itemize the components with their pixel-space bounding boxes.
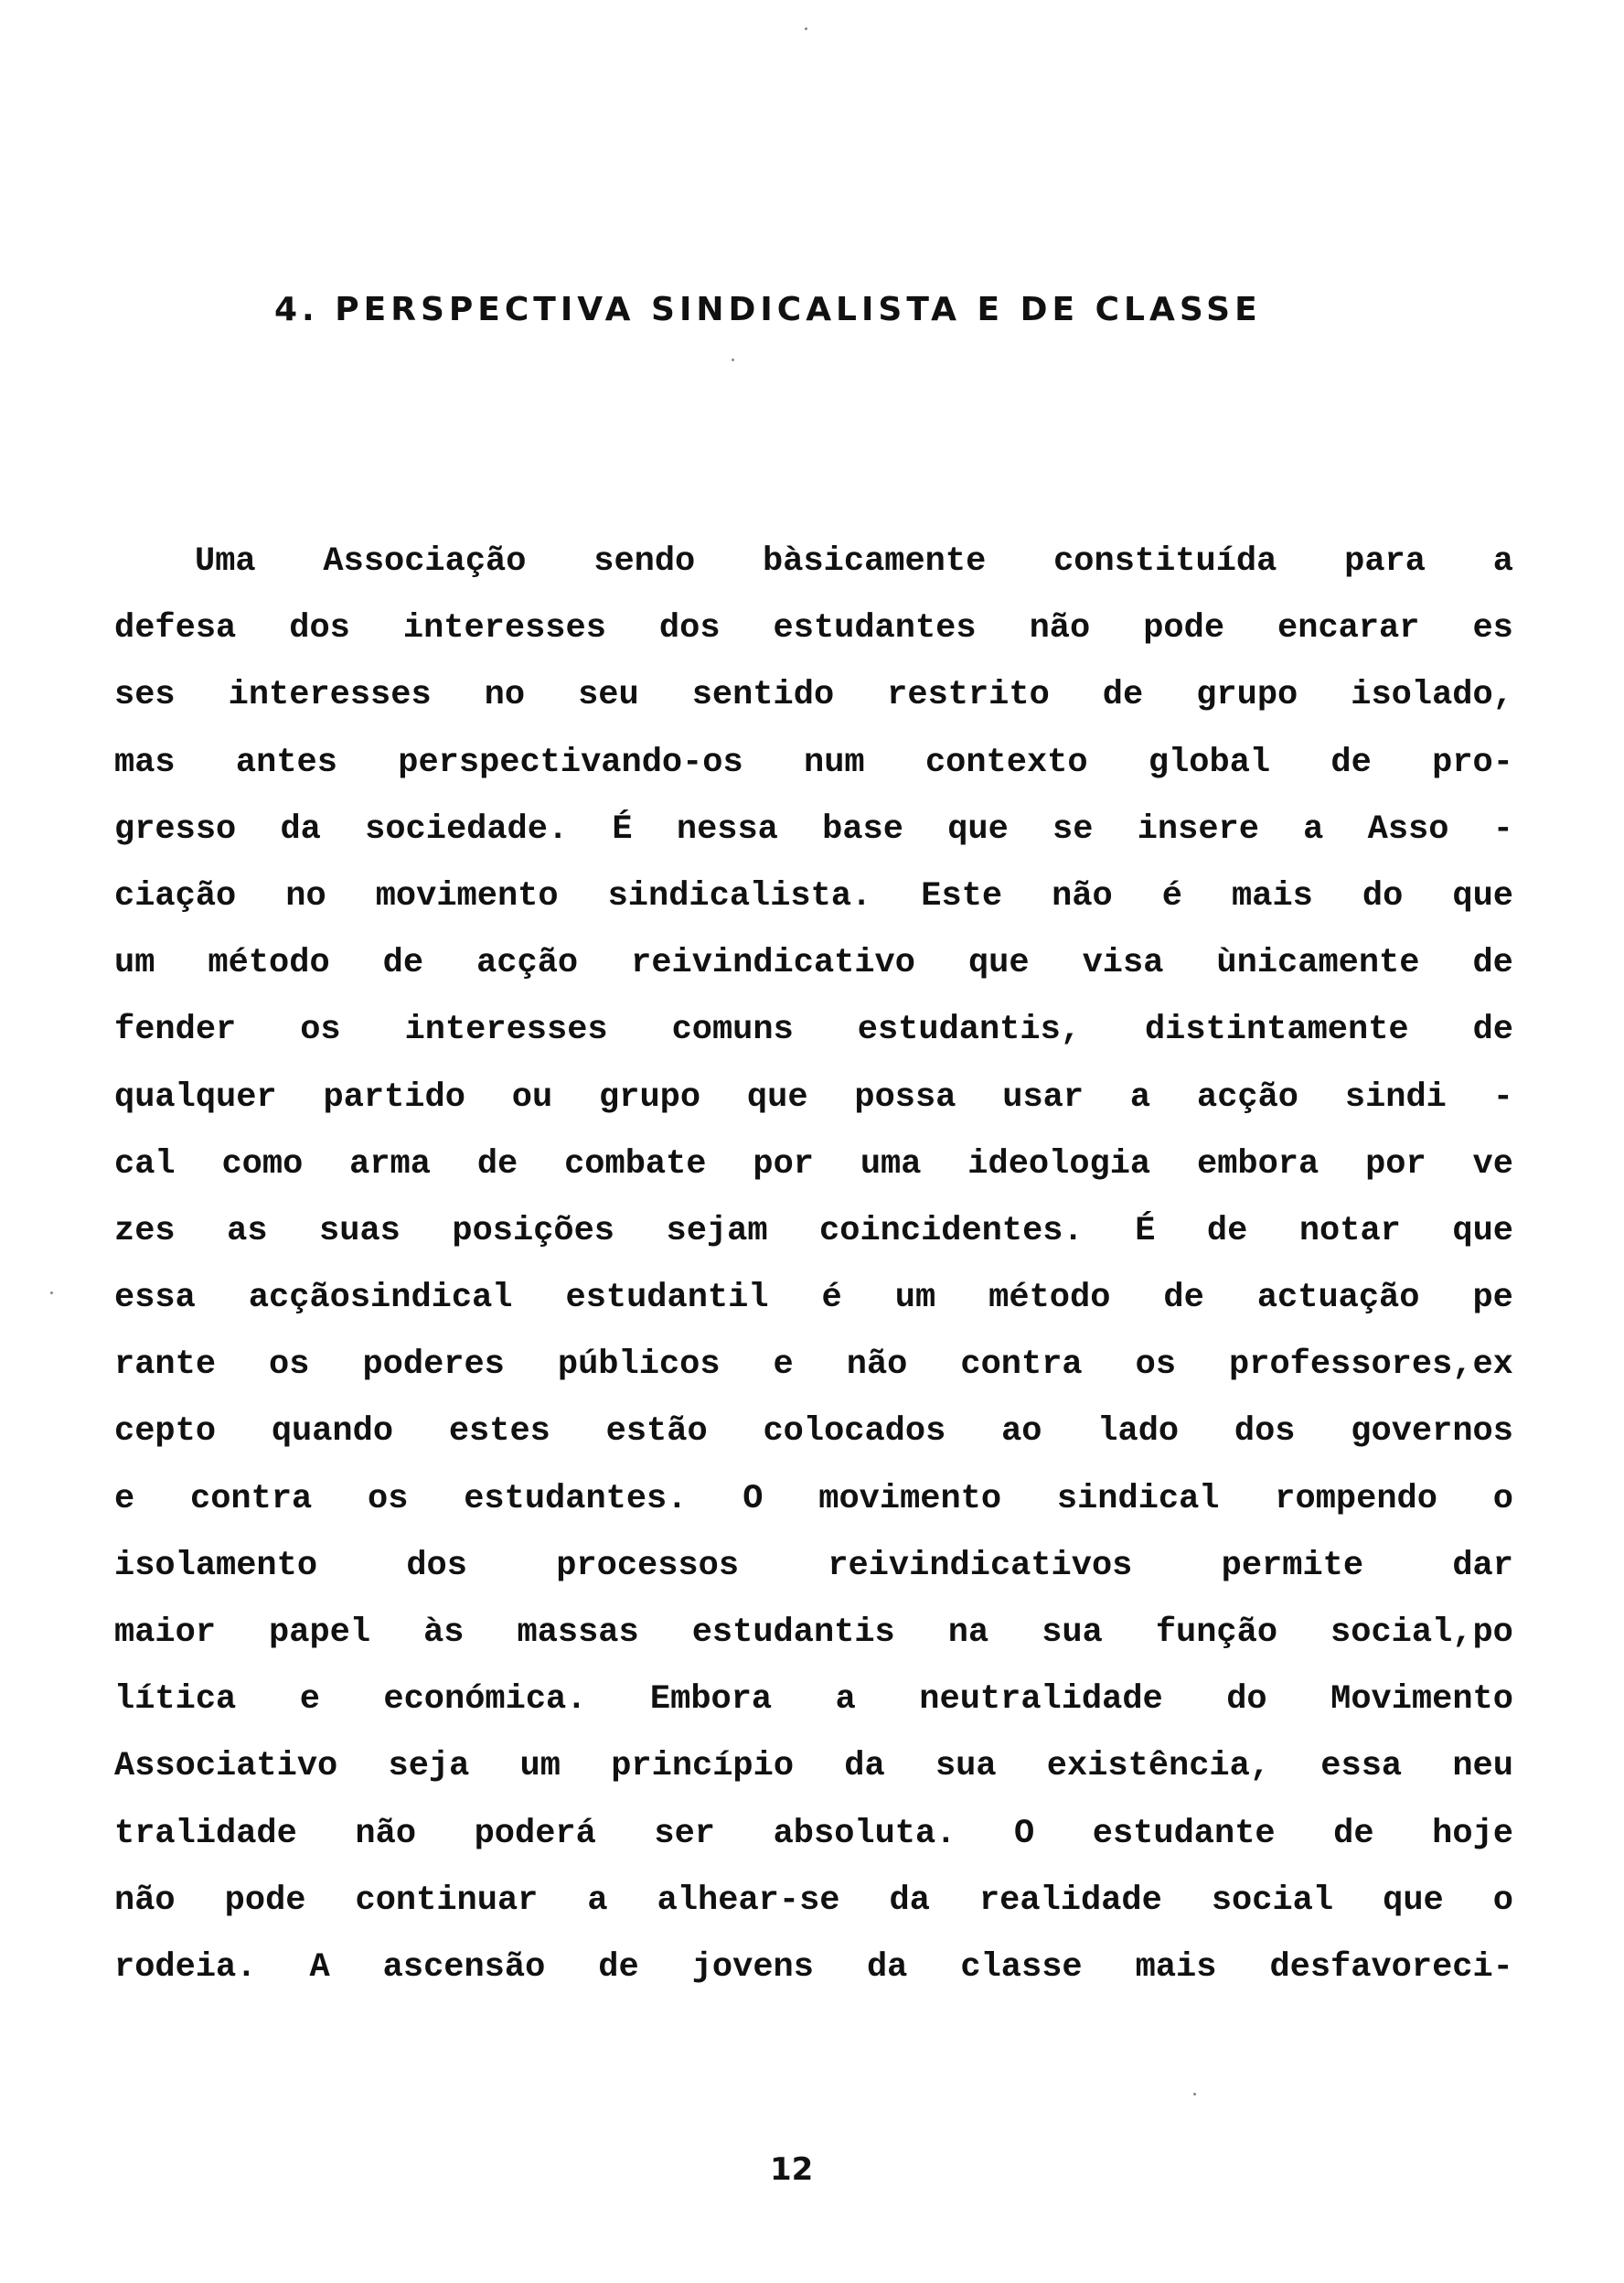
paragraph-line: rante os poderes públicos e não contra os professores,ex (114, 1345, 1513, 1385)
paragraph-line: não pode continuar a alhear-se da realidade social que o (114, 1881, 1513, 1920)
paragraph-line: cepto quando estes estão colocados ao lado dos governos (114, 1412, 1513, 1452)
section-heading: 4. PERSPECTIVA SINDICALISTA E DE CLASSE (274, 291, 1262, 328)
page-number: 12 (770, 2151, 814, 2188)
paragraph-line: cal como arma de combate por uma ideologia embora por ve (114, 1144, 1513, 1184)
paragraph-line: essa acçãosindical estudantil é um método de actuação pe (114, 1279, 1513, 1318)
paragraph-line: ciação no movimento sindicalista. Este não é mais do que (114, 876, 1513, 916)
paragraph-line: Uma Associação sendo bàsicamente constituída para a (195, 542, 1513, 581)
paragraph-line: ses interesses no seu sentido restrito de grupo isolado, (114, 676, 1513, 715)
scan-speck (805, 27, 807, 30)
body-paragraph (114, 529, 1513, 2001)
paragraph-line: rodeia. A ascensão de jovens da classe mais desfavoreci- (114, 1947, 1513, 1987)
scan-speck (1193, 2093, 1196, 2095)
paragraph-line: maior papel às massas estudantis na sua função social,po (114, 1613, 1513, 1652)
paragraph-line: mas antes perspectivando-os num contexto global de pro- (114, 743, 1513, 782)
paragraph-line: defesa dos interesses dos estudantes não pode encarar es (114, 609, 1513, 648)
paragraph-line: gresso da sociedade. É nessa base que se insere a Asso - (114, 809, 1513, 849)
paragraph-line: qualquer partido ou grupo que possa usar a acção sindi - (114, 1077, 1513, 1117)
paragraph-line: tralidade não poderá ser absoluta. O estudante de hoje (114, 1814, 1513, 1853)
paragraph-line: fender os interesses comuns estudantis, distintamente de (114, 1011, 1513, 1050)
paragraph-line: zes as suas posições sejam coincidentes. É de notar que (114, 1211, 1513, 1250)
paragraph-line: Associativo seja um princípio da sua existência, essa neu (114, 1747, 1513, 1786)
paragraph-line: lítica e económica. Embora a neutralidade do Movimento (114, 1680, 1513, 1720)
paragraph-line: um método de acção reivindicativo que visa ùnicamente de (114, 944, 1513, 983)
paragraph-line: isolamento dos processos reivindicativos permite dar (114, 1546, 1513, 1585)
scan-speck (50, 1292, 53, 1294)
scan-speck (732, 359, 734, 361)
paragraph-line: e contra os estudantes. O movimento sindical rompendo o (114, 1479, 1513, 1518)
